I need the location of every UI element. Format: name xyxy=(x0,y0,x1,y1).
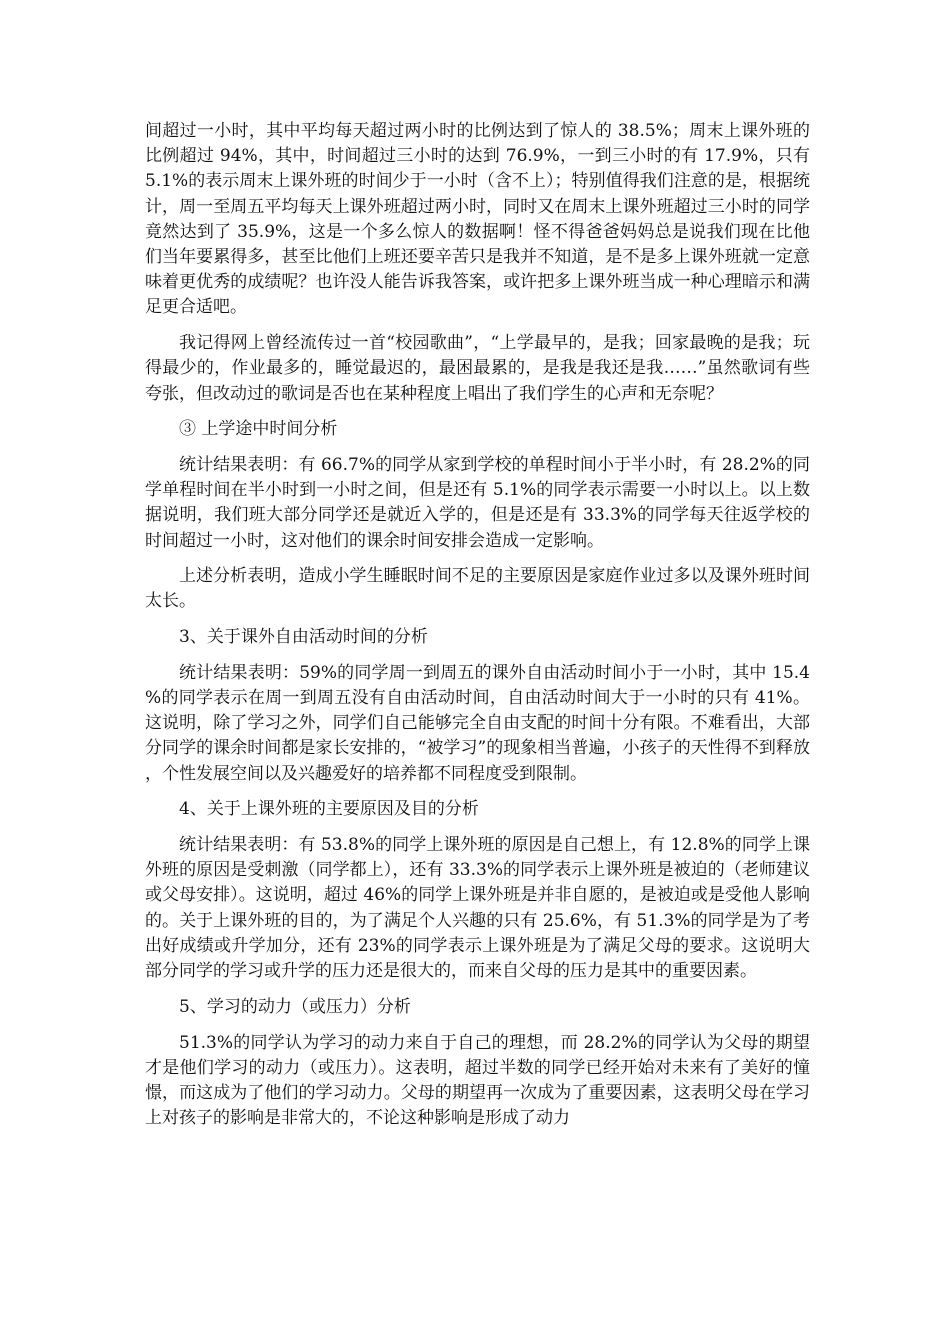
paragraph-campus-song: 我记得网上曾经流传过一首“校园歌曲”，“上学最早的，是我；回家最晚的是我；玩得最少的，作业最多的，睡觉最迟的，最困最累的，是我是我还是我……”虽然歌词有些夸张，但改动过的歌词是否也在某种程度上唱出了我们学生的心声和无奈呢？ xyxy=(145,333,810,404)
paragraph-class-reasons-stats: 统计结果表明：有 53.8%的同学上课外班的原因是自己想上，有 12.8%的同学上课外班的原因是受刺激（同学都上），还有 33.3%的同学表示上课外班是被迫的（老师建议或父母安排）。这说明，超过 46%的同学上课外班是并非自愿的，是被迫或是受他人影响的。关于上课外班的目的，为了满足个人兴趣的只有 25.6%，有 51.3%的同学是为了考出好成绩或升学加分，还有 23%的同学表示上课外班是为了满足父母的要求。这说明大部分同学的学习或升学的压力还是很大的，而来自父母的压力是其中的重要因素。 xyxy=(145,835,810,982)
paragraph-after-school-class-stats: 间超过一小时，其中平均每天超过两小时的比例达到了惊人的 38.5%；周末上课外班的比例超过 94%，其中，时间超过三小时的达到 76.9%，一到三小时的有 17.9%，只有 5.1%的表示周末上课外班的时间少于一小时（含不上）；特别值得我们注意的是，根据统计，周一至周五平均每天上课外班超过两小时，同时又在周末上课外班超过三小时的同学竟然达到了 35.9%，这是一个多么惊人的数据啊！怪不得爸爸妈妈总是说我们现在比他们当年要累得多，甚至比他们上班还要辛苦只是我并不知道，是不是多上课外班就一定意味着更优秀的成绩呢？也许没人能告诉我答案，或许把多上课外班当成一种心理暗示和满足更合适吧。 xyxy=(145,121,810,318)
paragraph-learning-motivation-stats: 51.3%的同学认为学习的动力来自于自己的理想，而 28.2%的同学认为父母的期望才是他们学习的动力（或压力）。这表明，超过半数的同学已经开始对未来有了美好的憧憬，而这成为了他们的学习动力。父母的期望再一次成为了重要因素，这表明父母在学习上对孩子的影响是非常大的，不论这种影响是形成了动力 xyxy=(145,1032,810,1129)
paragraph-commute-stats: 统计结果表明：有 66.7%的同学从家到学校的单程时间小于半小时，有 28.2%的同学单程时间在半小时到一小时之间，但是还有 5.1%的同学表示需要一小时以上。以上数据说明，我们班大部分同学还是就近入学的，但是还是有 33.3%的同学每天往返学校的时间超过一小时，这对他们的课余时间安排会造成一定影响。 xyxy=(145,454,810,551)
paragraph-free-activity-stats: 统计结果表明：59%的同学周一到周五的课外自由活动时间小于一小时，其中 15.4%的同学表示在周一到周五没有自由活动时间，自由活动时间大于一小时的只有 41%。这说明，除了学习之外，同学们自己能够完全自由支配的时间十分有限。不难看出，大部分同学的课余时间都是家长安排的，“被学习”的现象相当普遍，小孩子的天性得不到释放，个性发展空间以及兴趣爱好的培养都不同程度受到限制。 xyxy=(145,662,810,784)
paragraph-sleep-conclusion: 上述分析表明，造成小学生睡眠时间不足的主要原因是家庭作业过多以及课外班时间太长。 xyxy=(145,566,810,612)
heading-free-activity-time: 3、关于课外自由活动时间的分析 xyxy=(179,627,428,648)
heading-class-reasons: 4、关于上课外班的主要原因及目的分析 xyxy=(179,799,479,820)
document-body xyxy=(145,119,810,1142)
heading-learning-motivation: 5、学习的动力（或压力）分析 xyxy=(179,996,411,1017)
heading-commute-time: ③ 上学途中时间分析 xyxy=(179,419,338,440)
